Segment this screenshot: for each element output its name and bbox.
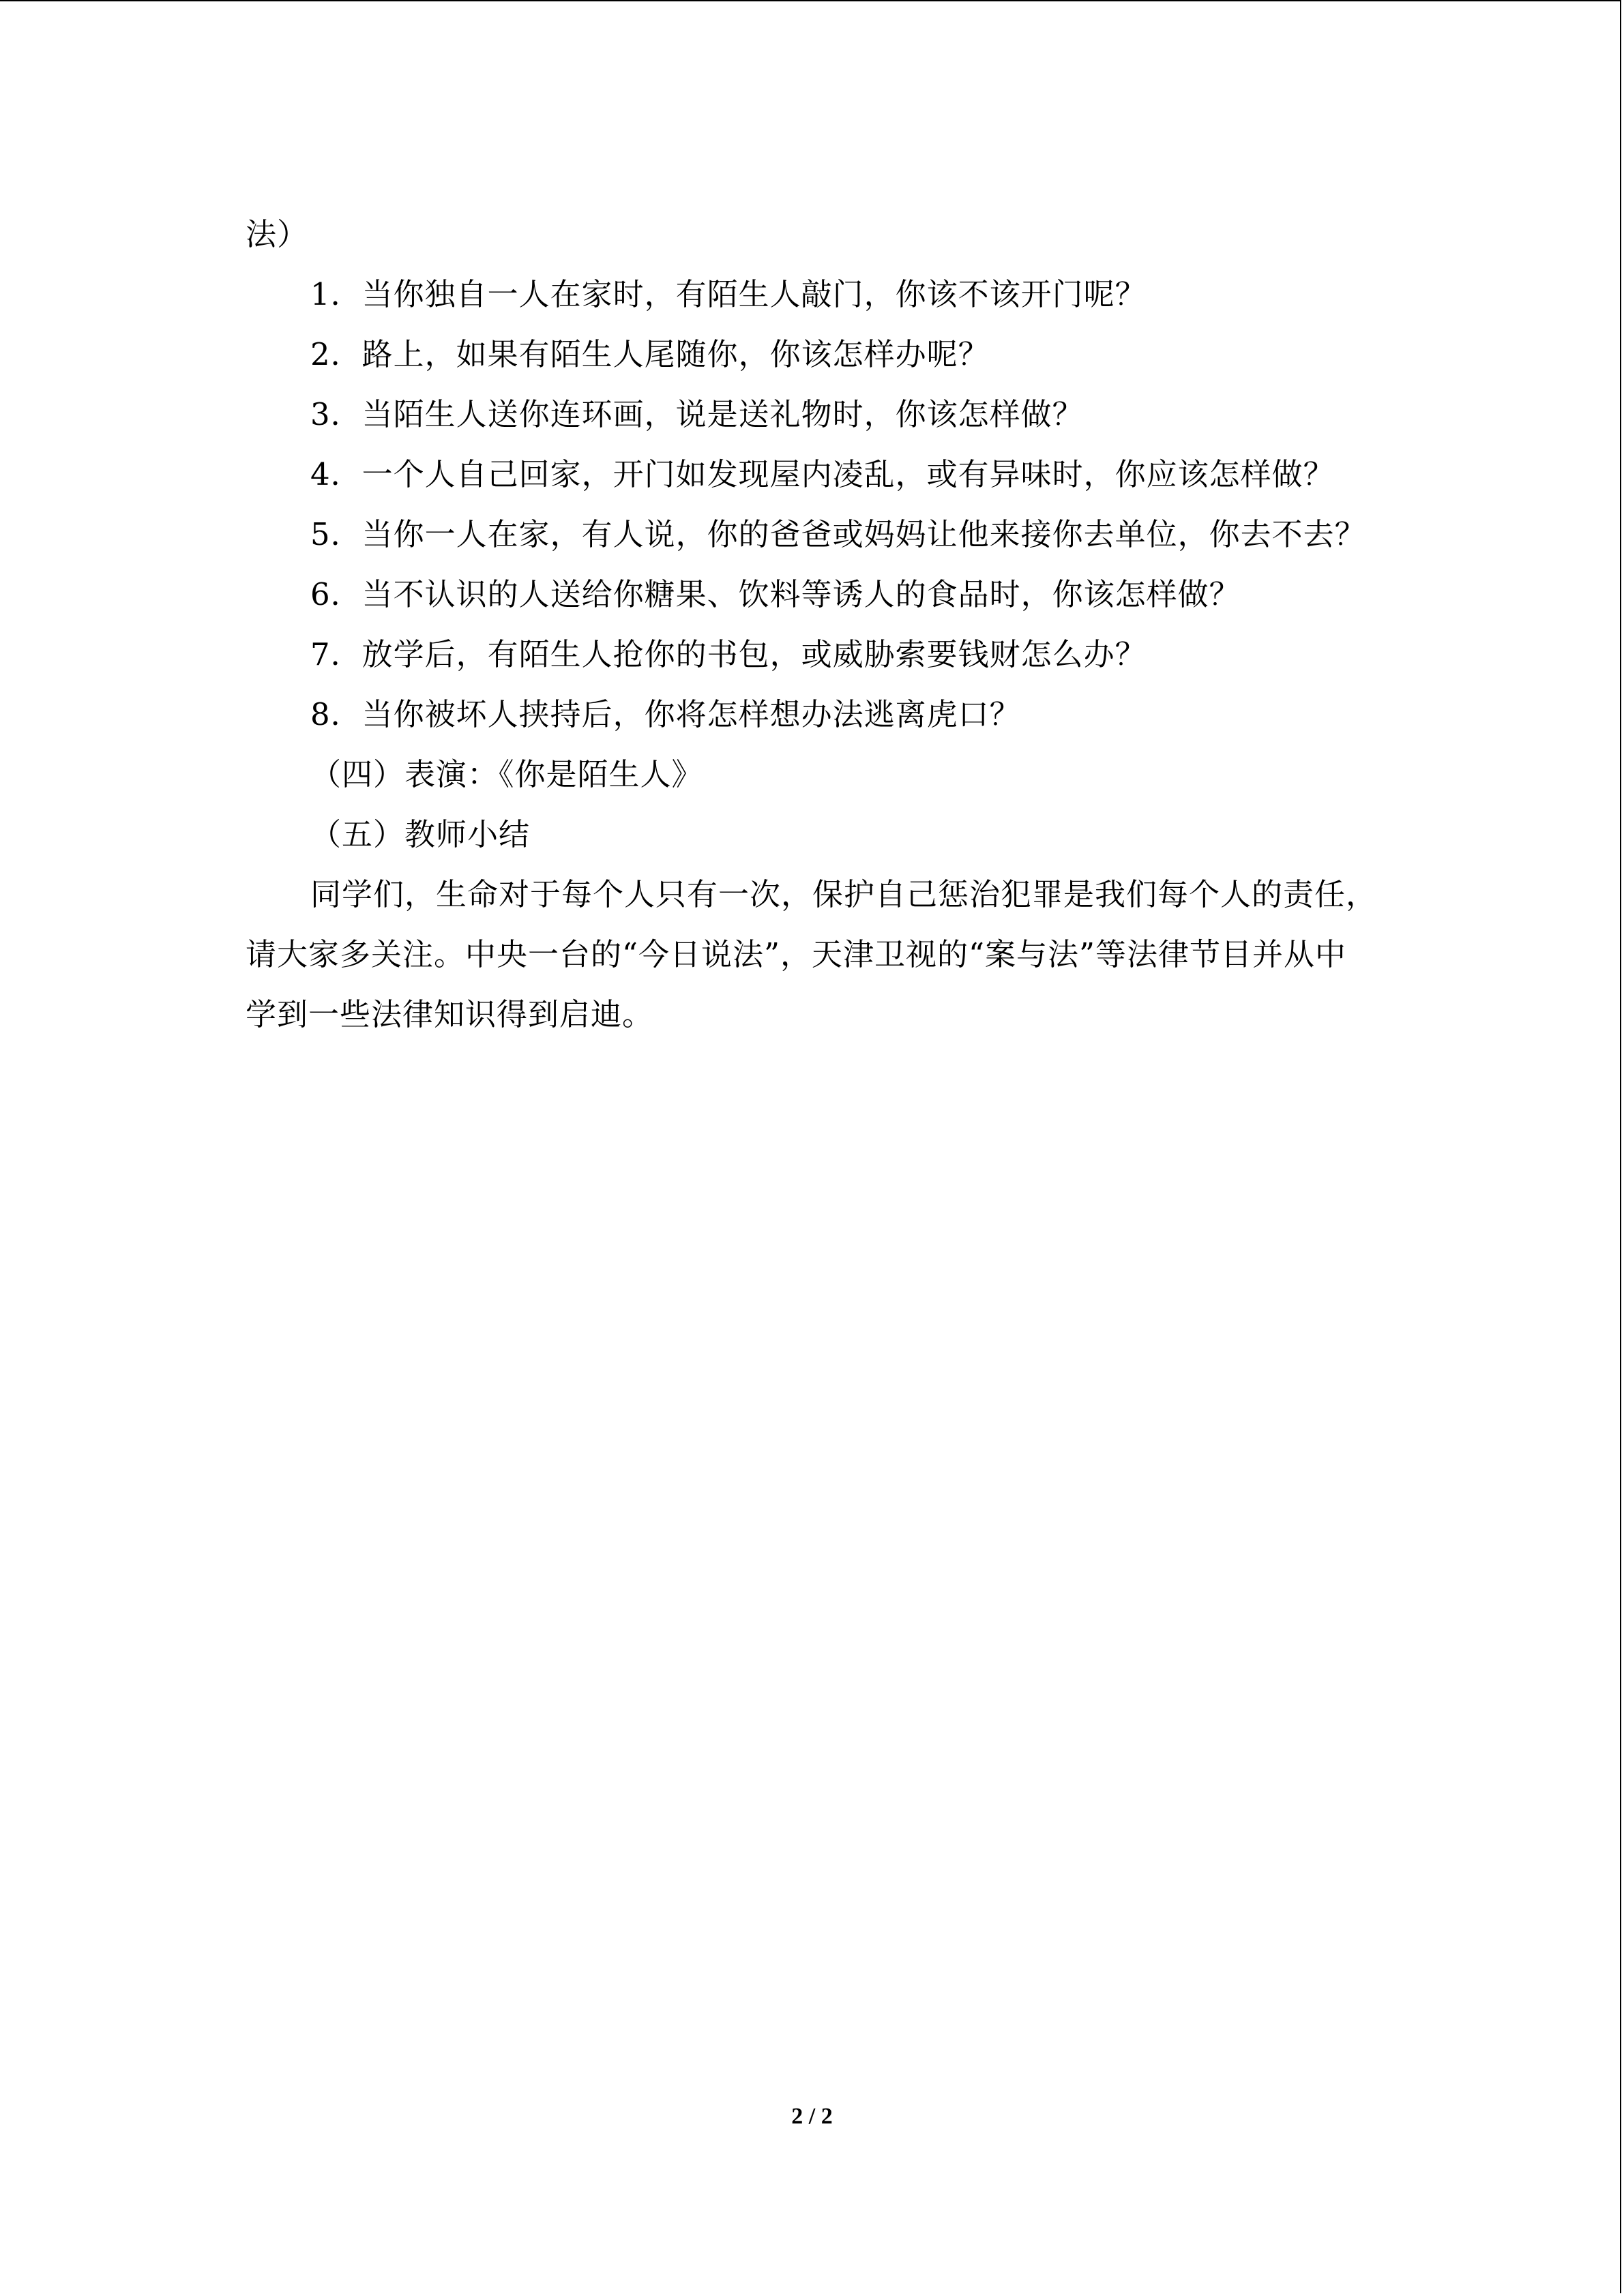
page-number: 2 / 2 xyxy=(791,2104,833,2129)
question-4: 4．一个人自己回家，开门如发现屋内凌乱，或有异味时，你应该怎样做？ xyxy=(310,456,1335,492)
document-body xyxy=(246,205,1378,1045)
question-5: 5．当你一人在家，有人说，你的爸爸或妈妈让他来接你去单位，你去不去？ xyxy=(310,516,1366,552)
question-7: 7．放学后，有陌生人抢你的书包，或威胁索要钱财怎么办？ xyxy=(310,636,1147,672)
question-1: 1．当你独自一人在家时，有陌生人敲门，你该不该开门呢？ xyxy=(310,276,1147,312)
summary-paragraph: 同学们，生命对于每个人只有一次，保护自己惩治犯罪是我们每个人的责任，请大家多关注。中央一台的“今日说法”，天津卫视的“案与法”等法律节目并从中学到一些法律知识得到启迪。 xyxy=(246,876,1378,1032)
section-heading-summary: （五）教师小结 xyxy=(310,816,531,852)
question-8: 8．当你被坏人挟持后，你将怎样想办法逃离虎口？ xyxy=(310,696,1021,732)
paragraph-continuation: 法） xyxy=(246,216,309,252)
question-6: 6．当不认识的人送给你糖果、饮料等诱人的食品时，你该怎样做？ xyxy=(310,576,1241,612)
question-2: 2．路上，如果有陌生人尾随你，你该怎样办呢？ xyxy=(310,336,990,372)
section-heading-performance: （四）表演：《你是陌生人》 xyxy=(310,756,703,792)
question-3: 3．当陌生人送你连环画，说是送礼物时，你该怎样做？ xyxy=(310,396,1084,432)
